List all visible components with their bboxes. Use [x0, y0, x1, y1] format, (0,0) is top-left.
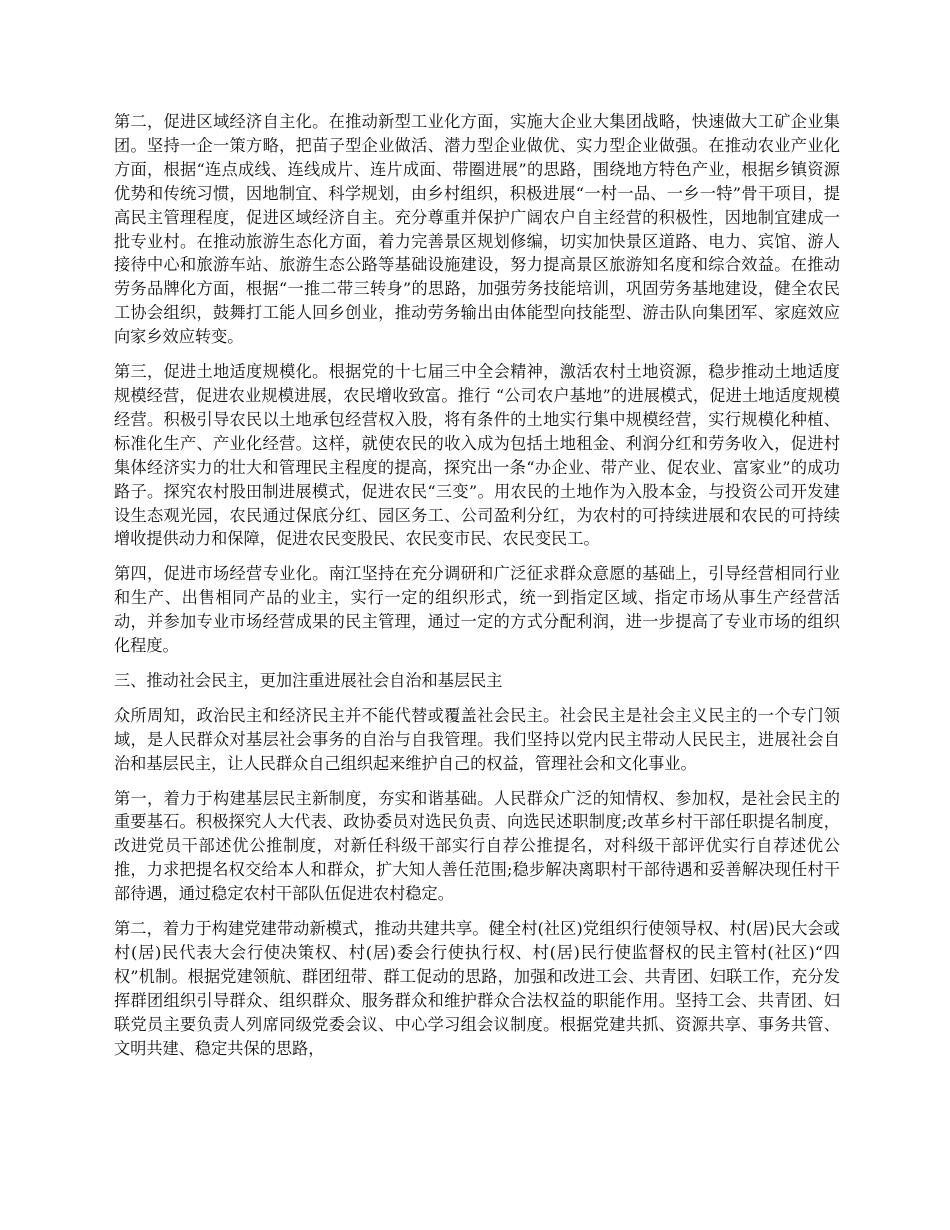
document-body: [114, 110, 840, 1072]
paragraph-5: 第一，着力于构建基层民主新制度，夯实和谐基础。人民群众广泛的知情权、参加权，是社会民主的重要基石。积极探究人大代表、政协委员对选民负责、向选民述职制度;改革乡村干部任职提名制度，改进党员干部述优公推制度，对新任科级干部实行自荐公推提名，对科级干部评优实行自荐述优公推，力求把提名权交给本人和群众，扩大知人善任范围;稳步解决离职村干部待遇和妥善解决现任村干部待遇，通过稳定农村干部队伍促进农村稳定。: [114, 788, 840, 904]
paragraph-6: 第二，着力于构建党建带动新模式，推动共建共享。健全村(社区)党组织行使领导权、村(居)民大会或村(居)民代表大会行使决策权、村(居)委会行使执行权、村(居)民行使监督权的民主管村(社区)“四权”机制。根据党建领航、群团纽带、群工促动的思路，加强和改进工会、共青团、妇联工作，充分发挥群团组织引导群众、组织群众、服务群众和维护群众合法权益的职能作用。坚持工会、共青团、妇联党员主要负责人列席同级党委会议、中心学习组会议制度。根据党建共抓、资源共享、事务共管、文明共建、稳定共保的思路，: [114, 919, 840, 1058]
paragraph-1: 第二，促进区域经济自主化。在推动新型工业化方面，实施大企业大集团战略，快速做大工矿企业集团。坚持一企一策方略，把苗子型企业做活、潜力型企业做优、实力型企业做强。在推动农业产业化方面，根据“连点成线、连线成片、连片成面、带圈进展”的思路，围绕地方特色产业，根据乡镇资源优势和传统习惯，因地制宜、科学规划，由乡村组织，积极进展“一村一品、一乡一特”骨干项目，提高民主管理程度，促进区域经济自主。充分尊重并保护广阔农户自主经营的积极性，因地制宜建成一批专业村。在推动旅游生态化方面，着力完善景区规划修编，切实加快景区道路、电力、宾馆、游人接待中心和旅游车站、旅游生态公路等基础设施建设，努力提高景区旅游知名度和综合效益。在推动劳务品牌化方面，根据“一推二带三转身”的思路，加强劳务技能培训，巩固劳务基地建设，健全农民工协会组织，鼓舞打工能人回乡创业，推动劳务输出由体能型向技能型、游击队向集团军、家庭效应向家乡效应转变。: [114, 112, 840, 347]
section-heading: 三、推动社会民主，更加注重进展社会自治和基层民主: [114, 670, 503, 690]
paragraph-3: 第四，促进市场经营专业化。南江坚持在充分调研和广泛征求群众意愿的基础上，引导经营相同行业和生产、出售相同产品的业主，实行一定的组织形式，统一到指定区域、指定市场从事生产经营活动，并参加专业市场经营成果的民主管理，通过一定的方式分配利润，进一步提高了专业市场的组织化程度。: [114, 564, 840, 656]
paragraph-4: 众所周知，政治民主和经济民主并不能代替或覆盖社会民主。社会民主是社会主义民主的一个专门领域，是人民群众对基层社会事务的自治与自我管理。我们坚持以党内民主带动人民民主，进展社会自治和基层民主，让人民群众自己组织起来维护自己的权益，管理社会和文化事业。: [114, 705, 840, 773]
paragraph-2: 第三，促进土地适度规模化。根据党的十七届三中全会精神，激活农村土地资源，稳步推动土地适度规模经营，促进农业规模进展，农民增收致富。推行 “公司农户基地”的进展模式，促进土地适度规模经营。积极引导农民以土地承包经营权入股，将有条件的土地实行集中规模经营，实行规模化种植、标准化生产、产业化经营。这样，就使农民的收入成为包括土地租金、利润分红和劳务收入，促进村集体经济实力的壮大和管理民主程度的提高，探究出一条“办企业、带产业、促农业、富家业”的成功路子。探究农村股田制进展模式，促进农民“三变”。用农民的土地作为入股本金，与投资公司开发建设生态观光园，农民通过保底分红、园区务工、公司盈利分红，为农村的可持续进展和农民的可持续增收提供动力和保障，促进农民变股民、农民变市民、农民变民工。: [114, 362, 840, 549]
